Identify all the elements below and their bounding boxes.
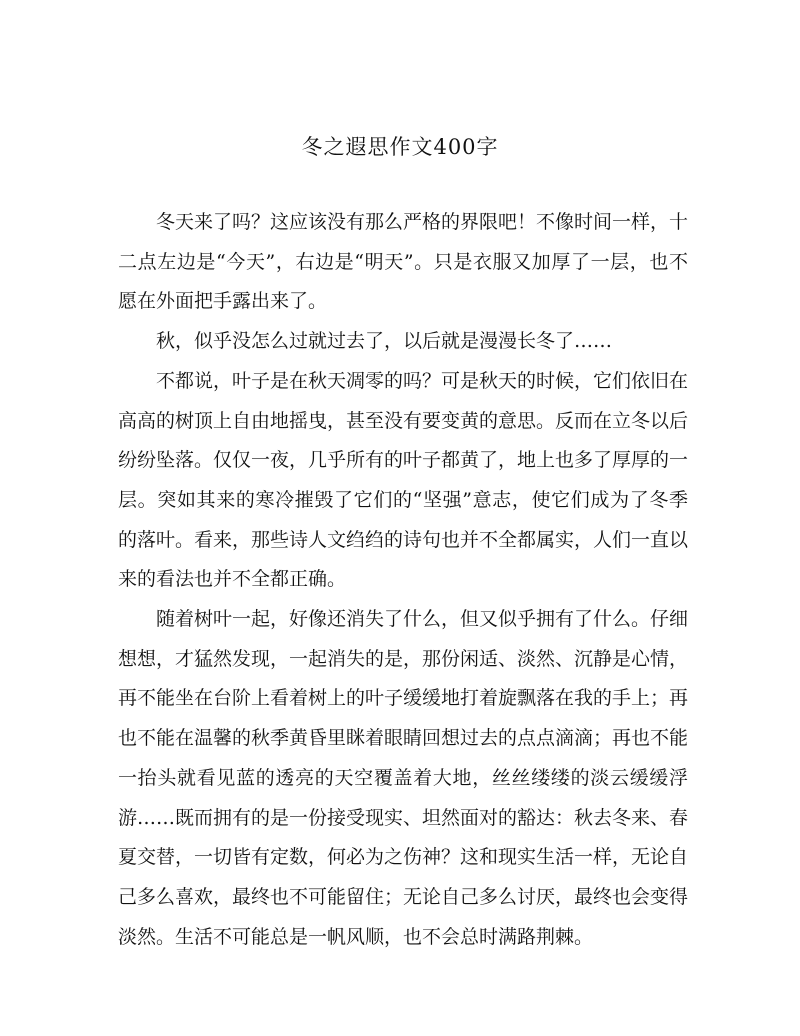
document-body (118, 203, 688, 957)
paragraph-3: 不都说，叶子是在秋天凋零的吗？可是秋天的时候，它们依旧在高高的树顶上自由地摇曳，甚至没有要变黄的意思。反而在立冬以后纷纷坠落。仅仅一夜，几乎所有的叶子都黄了，地上也多了厚厚的一层。突如其来的寒冷摧毁了它们的“坚强”意志，使它们成为了冬季的落叶。看来，那些诗人文绉绉的诗句也并不全都属实，人们一直以来的看法也并不全都正确。 (118, 369, 689, 591)
paragraph-1: 冬天来了吗？这应该没有那么严格的界限吧！不像时间一样，十二点左边是“今天”，右边是“明天”。只是衣服又加厚了一层，也不愿在外面把手露出来了。 (118, 211, 689, 313)
document-title: 冬之遐思作文400字 (301, 135, 499, 159)
paragraph-2: 秋，似乎没怎么过就过去了，以后就是漫漫长冬了…… (156, 330, 613, 353)
paragraph-4: 随着树叶一起，好像还消失了什么，但又似乎拥有了什么。仔细想想，才猛然发现，一起消失的是，那份闲适、淡然、沉静是心情，再不能坐在台阶上看着树上的叶子缓缓地打着旋飘落在我的手上；再也不能在温馨的秋季黄昏里眯着眼睛回想过去的点点滴滴；再也不能一抬头就看见蓝的透亮的天空覆盖着大地，丝丝缕缕的淡云缓缓浮游……既而拥有的是一份接受现实、坦然面对的豁达：秋去冬来、春夏交替，一切皆有定数，何必为之伤神？这和现实生活一样，无论自己多么喜欢，最终也不可能留住；无论自己多么讨厌，最终也会变得淡然。生活不可能总是一帆风顺，也不会总时满路荆棘。 (118, 608, 689, 948)
